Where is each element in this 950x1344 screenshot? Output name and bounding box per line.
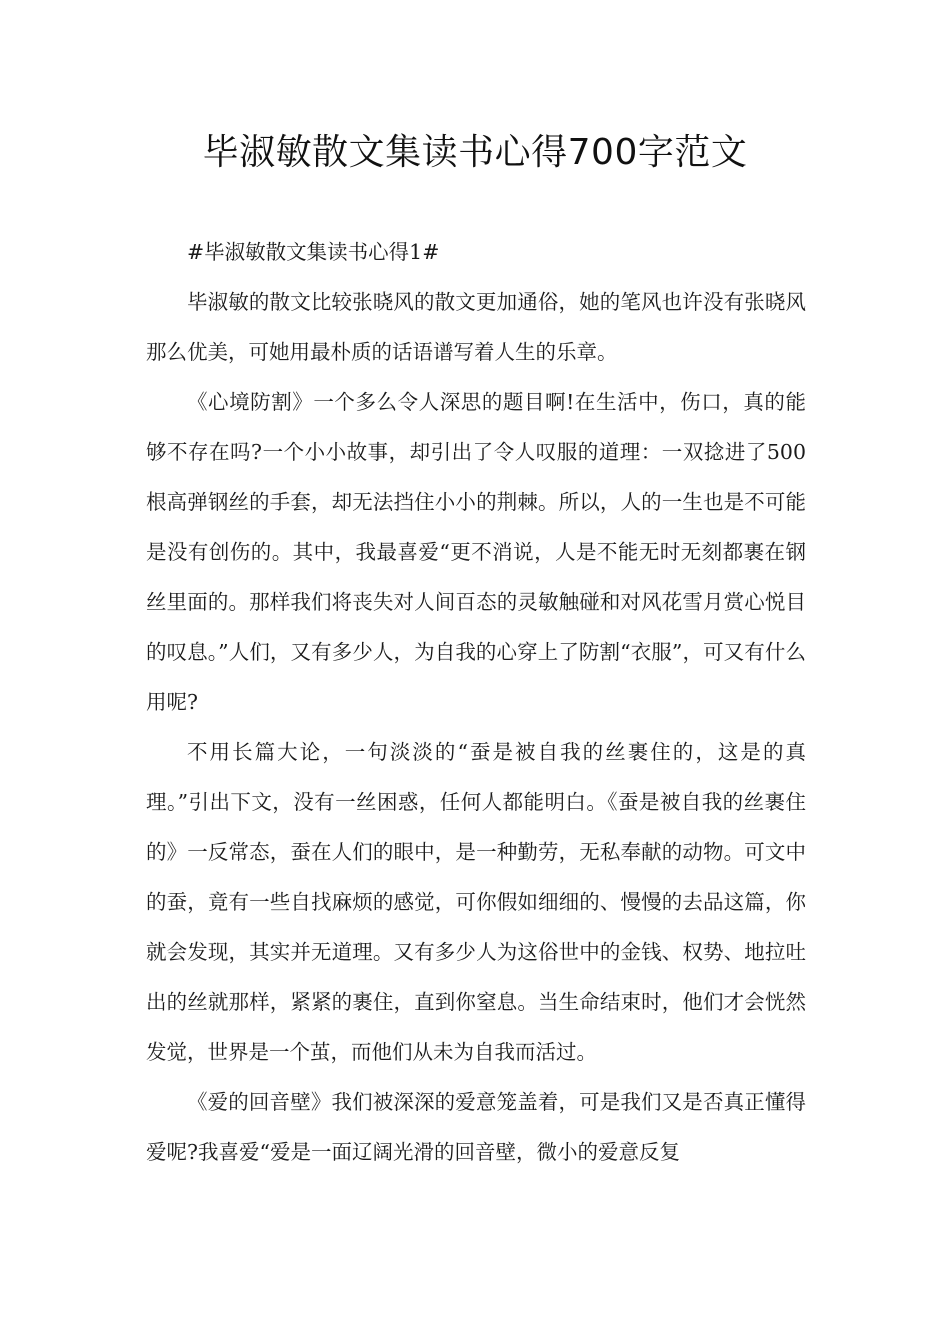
- paragraph-2: 《心境防割》一个多么令人深思的题目啊!在生活中，伤口，真的能够不存在吗?一个小小故事，却引出了令人叹服的道理：一双捻进了500根高弹钢丝的手套，却无法挡住小小的荆棘。所以，人的一生也是不可能是没有创伤的。其中，我最喜爱“更不消说，人是不能无时无刻都裹在钢丝里面的。那样我们将丧失对人间百态的灵敏触碰和对风花雪月赏心悦目的叹息。”人们，又有多少人，为自我的心穿上了防割“衣服”，可又有什么用呢?: [146, 390, 806, 714]
- paragraph-4: 《爱的回音壁》我们被深深的爱意笼盖着，可是我们又是否真正懂得爱呢?我喜爱“爱是一面辽阔光滑的回音壁，微小的爱意反复: [146, 1090, 806, 1164]
- section-heading: #毕淑敏散文集读书心得1#: [187, 240, 440, 264]
- paragraph-3: 不用长篇大论，一句淡淡的“蚕是被自我的丝裹住的，这是的真理。”引出下文，没有一丝困惑，任何人都能明白。《蚕是被自我的丝裹住的》一反常态，蚕在人们的眼中，是一种勤劳，无私奉献的动物。可文中的蚕，竟有一些自找麻烦的感觉，可你假如细细的、慢慢的去品这篇，你就会发现，其实并无道理。又有多少人为这俗世中的金钱、权势、地拉吐出的丝就那样，紧紧的裹住，直到你窒息。当生命结束时，他们才会恍然发觉，世界是一个茧，而他们从未为自我而活过。: [146, 740, 806, 1064]
- paragraph-1: 毕淑敏的散文比较张晓风的散文更加通俗，她的笔风也许没有张晓风那么优美，可她用最朴质的话语谱写着人生的乐章。: [146, 290, 806, 364]
- document-body: [146, 227, 806, 1177]
- document-title: 毕淑敏散文集读书心得700字范文: [202, 132, 748, 173]
